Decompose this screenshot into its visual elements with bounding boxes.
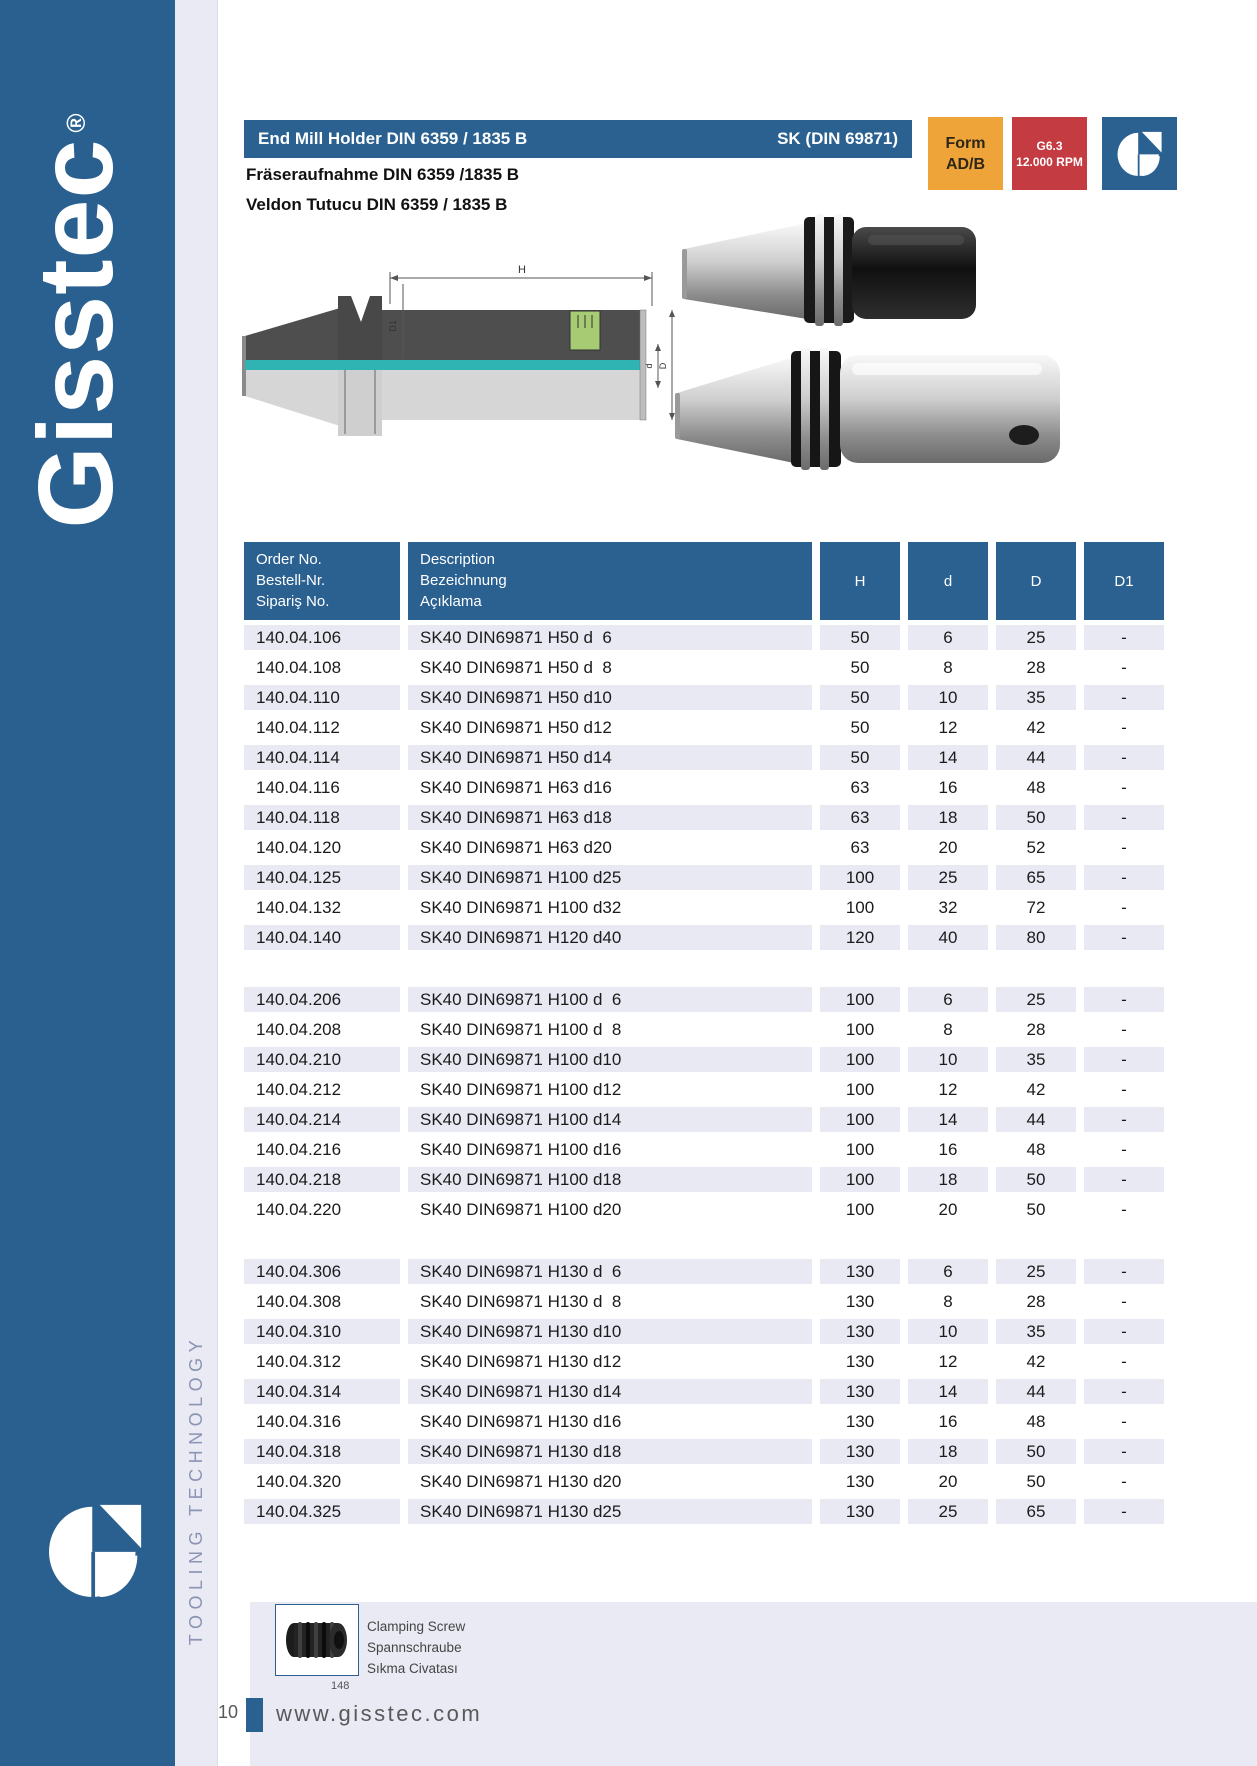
cell-d: 8: [943, 657, 953, 677]
dim-label-d: d: [644, 363, 654, 369]
cell-H: 130: [820, 1319, 900, 1344]
product-photos: [672, 205, 1072, 470]
cell-order: 140.04.318: [244, 1439, 400, 1464]
cell-description: SK40 DIN69871 H130 d14: [408, 1379, 812, 1404]
cell-H: 50: [820, 685, 900, 710]
cell-H: 130: [820, 1379, 900, 1404]
table-row: [244, 1319, 1164, 1344]
logo-badge: [1102, 117, 1177, 190]
dim-label-D: D: [658, 362, 668, 370]
table-row: [244, 1077, 1164, 1102]
balance-badge: [1012, 117, 1087, 190]
cell-description: SK40 DIN69871 H100 d12: [420, 1079, 622, 1099]
table-group-gap: [244, 1227, 1164, 1259]
table-row: [244, 1499, 1164, 1524]
cell-D1: -: [1084, 745, 1164, 770]
cell-order: 140.04.214: [244, 1107, 400, 1132]
cell-description: SK40 DIN69871 H130 d 6: [408, 1259, 812, 1284]
col-header-D1: D1: [1084, 542, 1164, 620]
cell-description: SK40 DIN69871 H100 d 8: [420, 1019, 622, 1039]
cell-D1: -: [1121, 1199, 1127, 1219]
cell-description: SK40 DIN69871 H130 d10: [408, 1319, 812, 1344]
table-row: [244, 1439, 1164, 1464]
cell-D: 25: [996, 1259, 1076, 1284]
cell-D1: -: [1121, 657, 1127, 677]
cell-D1: -: [1084, 987, 1164, 1012]
table-row: [244, 925, 1164, 950]
cell-H: 100: [820, 1107, 900, 1132]
cell-D1: -: [1121, 1471, 1127, 1491]
table-row: [244, 1349, 1164, 1374]
cell-order: 140.04.132: [256, 897, 342, 917]
cell-order: 140.04.220: [256, 1199, 342, 1219]
cell-D1: -: [1084, 1047, 1164, 1072]
cell-order: 140.04.140: [244, 925, 400, 950]
cell-d: 40: [908, 925, 988, 950]
cell-description: SK40 DIN69871 H100 d16: [420, 1139, 622, 1159]
cell-description: SK40 DIN69871 H50 d10: [408, 685, 812, 710]
table-row: [244, 715, 1164, 740]
cell-order: 140.04.316: [256, 1411, 342, 1431]
cell-description: SK40 DIN69871 H63 d16: [420, 777, 612, 797]
cell-order: 140.04.125: [244, 865, 400, 890]
col-header-d: d: [908, 542, 988, 620]
cell-order: 140.04.112: [256, 717, 340, 737]
cell-D: 44: [996, 1107, 1076, 1132]
cell-D1: -: [1084, 1319, 1164, 1344]
cell-D1: -: [1121, 1019, 1127, 1039]
cell-D: 28: [1026, 657, 1046, 677]
balance-grade: G6.3: [1036, 138, 1063, 153]
cell-D1: -: [1084, 685, 1164, 710]
cell-D: 65: [996, 865, 1076, 890]
table-row: [244, 685, 1164, 710]
cell-description: SK40 DIN69871 H130 d12: [420, 1351, 622, 1371]
table-row: [244, 1289, 1164, 1314]
cell-description: SK40 DIN69871 H50 d 6: [408, 625, 812, 650]
form-badge: [928, 117, 1003, 190]
clamping-screw-image: [275, 1604, 359, 1676]
cell-d: 12: [938, 717, 958, 737]
cell-D: 52: [1026, 837, 1046, 857]
cell-D1: -: [1121, 1351, 1127, 1371]
cell-H: 63: [820, 805, 900, 830]
cell-D1: -: [1084, 1439, 1164, 1464]
cell-order: 140.04.114: [244, 745, 400, 770]
cell-order: 140.04.110: [244, 685, 400, 710]
set-screw-icon: [282, 1614, 352, 1666]
cell-description: SK40 DIN69871 H50 d14: [408, 745, 812, 770]
table-row: [244, 1047, 1164, 1072]
cell-D: 50: [1026, 1471, 1046, 1491]
subtitle-turkish: Veldon Tutucu DIN 6359 / 1835 B: [246, 195, 508, 214]
cell-D: 25: [996, 987, 1076, 1012]
brand-emblem-icon: [48, 1503, 144, 1597]
cell-D: 42: [1026, 717, 1046, 737]
cell-description: SK40 DIN69871 H130 d18: [408, 1439, 812, 1464]
cell-description: SK40 DIN69871 H120 d40: [408, 925, 812, 950]
cell-D1: -: [1121, 897, 1127, 917]
cell-D1: -: [1121, 1411, 1127, 1431]
cell-D1: -: [1084, 1379, 1164, 1404]
cell-H: 100: [820, 987, 900, 1012]
cell-H: 130: [845, 1291, 875, 1311]
cell-H: 100: [845, 1019, 875, 1039]
cell-D1: -: [1084, 1259, 1164, 1284]
cell-d: 14: [908, 1379, 988, 1404]
cell-d: 10: [908, 685, 988, 710]
col-header-order: Order No. Bestell-Nr. Sipariş No.: [244, 542, 400, 620]
cell-H: 50: [850, 717, 870, 737]
cell-d: 25: [908, 865, 988, 890]
cell-D1: -: [1121, 717, 1127, 737]
cell-D: 48: [1026, 777, 1046, 797]
balance-rpm: 12.000 RPM: [1016, 154, 1083, 169]
dim-label-h: H: [518, 264, 526, 276]
cell-D: 48: [1026, 1411, 1046, 1431]
cell-d: 6: [908, 625, 988, 650]
cell-d: 16: [938, 1411, 958, 1431]
cell-order: 140.04.325: [244, 1499, 400, 1524]
table-row: [244, 1469, 1164, 1494]
cell-order: 140.04.218: [244, 1167, 400, 1192]
cell-order: 140.04.216: [256, 1139, 342, 1159]
cell-D: 44: [996, 745, 1076, 770]
table-row: [244, 1379, 1164, 1404]
cell-D1: -: [1084, 805, 1164, 830]
brand-emblem-small-icon: [1117, 131, 1163, 176]
cell-H: 50: [850, 657, 870, 677]
cell-description: SK40 DIN69871 H63 d20: [420, 837, 612, 857]
table-row: [244, 1197, 1164, 1222]
cell-d: 12: [938, 1079, 958, 1099]
cell-order: 140.04.320: [256, 1471, 342, 1491]
cell-H: 130: [820, 1259, 900, 1284]
cell-d: 6: [908, 987, 988, 1012]
cell-D: 42: [1026, 1351, 1046, 1371]
cell-d: 8: [943, 1291, 953, 1311]
table-row: [244, 745, 1164, 770]
cell-description: SK40 DIN69871 H50 d 8: [420, 657, 612, 677]
cell-H: 130: [845, 1471, 875, 1491]
cell-order: 140.04.306: [244, 1259, 400, 1284]
cell-H: 63: [850, 837, 870, 857]
cell-d: 16: [938, 777, 958, 797]
cell-description: SK40 DIN69871 H100 d18: [408, 1167, 812, 1192]
cell-d: 16: [938, 1139, 958, 1159]
spindle-type: SK (DIN 69871): [777, 129, 898, 148]
cell-order: 140.04.314: [244, 1379, 400, 1404]
cell-H: 130: [845, 1351, 875, 1371]
cell-D: 65: [996, 1499, 1076, 1524]
cell-H: 100: [820, 865, 900, 890]
cell-d: 10: [908, 1047, 988, 1072]
cell-D: 48: [1026, 1139, 1046, 1159]
cell-D1: -: [1084, 1167, 1164, 1192]
cell-H: 50: [820, 625, 900, 650]
cell-H: 100: [820, 1047, 900, 1072]
col-header-D: D: [996, 542, 1076, 620]
table-row: [244, 1167, 1164, 1192]
cell-d: 20: [938, 837, 958, 857]
table-row: [244, 835, 1164, 860]
cell-H: 120: [820, 925, 900, 950]
cell-D1: -: [1121, 1139, 1127, 1159]
table-row: [244, 895, 1164, 920]
product-table: [244, 542, 1164, 1529]
cell-order: 140.04.308: [256, 1291, 342, 1311]
cell-D: 28: [1026, 1291, 1046, 1311]
cell-H: 130: [845, 1411, 875, 1431]
cell-description: SK40 DIN69871 H63 d18: [408, 805, 812, 830]
cell-d: 20: [938, 1471, 958, 1491]
cell-description: SK40 DIN69871 H100 d25: [408, 865, 812, 890]
cell-D1: -: [1121, 837, 1127, 857]
table-row: [244, 1259, 1164, 1284]
accessory-caption: Clamping Screw Spannschraube Sıkma Civatası: [367, 1619, 466, 1676]
form-badge-line1: Form: [945, 134, 986, 152]
cell-H: 100: [845, 1139, 875, 1159]
cell-D1: -: [1084, 1499, 1164, 1524]
cell-D1: -: [1121, 1079, 1127, 1099]
cell-description: SK40 DIN69871 H100 d32: [420, 897, 622, 917]
cell-d: 12: [938, 1351, 958, 1371]
cell-d: 32: [938, 897, 958, 917]
table-group-gap: [244, 955, 1164, 987]
cell-order: 140.04.106: [244, 625, 400, 650]
cell-description: SK40 DIN69871 H130 d16: [420, 1411, 622, 1431]
cell-d: 18: [908, 1167, 988, 1192]
cell-D: 28: [1026, 1019, 1046, 1039]
brand-name: Gisstec: [16, 138, 135, 529]
cell-order: 140.04.108: [256, 657, 342, 677]
table-row: [244, 805, 1164, 830]
dim-label-d1: D1: [388, 320, 398, 332]
table-row: [244, 625, 1164, 650]
cell-H: 100: [845, 897, 875, 917]
cell-D: 35: [996, 1319, 1076, 1344]
table-row: [244, 987, 1164, 1012]
cell-d: 6: [908, 1259, 988, 1284]
cell-D1: -: [1084, 925, 1164, 950]
table-body: [244, 625, 1164, 1524]
cell-order: 140.04.212: [256, 1079, 342, 1099]
table-header: [244, 542, 1164, 620]
cell-description: SK40 DIN69871 H100 d10: [408, 1047, 812, 1072]
cell-d: 14: [908, 1107, 988, 1132]
cell-order: 140.04.206: [244, 987, 400, 1012]
cell-D: 44: [996, 1379, 1076, 1404]
cell-D1: -: [1084, 865, 1164, 890]
page-number: 10: [218, 1702, 239, 1722]
cell-d: 20: [938, 1199, 958, 1219]
page-title: End Mill Holder DIN 6359 / 1835 B: [258, 129, 528, 148]
cell-d: 8: [943, 1019, 953, 1039]
cell-d: 18: [908, 1439, 988, 1464]
cell-D: 35: [996, 685, 1076, 710]
cell-D1: -: [1084, 1107, 1164, 1132]
cell-d: 18: [908, 805, 988, 830]
cell-order: 140.04.116: [256, 777, 340, 797]
cell-description: SK40 DIN69871 H50 d12: [420, 717, 612, 737]
cell-d: 14: [908, 745, 988, 770]
subtitle-german: Fräseraufnahme DIN 6359 /1835 B: [246, 165, 520, 184]
cell-order: 140.04.208: [256, 1019, 342, 1039]
title-bar: [244, 120, 912, 158]
cell-description: SK40 DIN69871 H130 d 8: [420, 1291, 622, 1311]
table-row: [244, 1107, 1164, 1132]
cell-H: 63: [850, 777, 870, 797]
cell-H: 50: [820, 745, 900, 770]
cell-D1: -: [1121, 1291, 1127, 1311]
cell-description: SK40 DIN69871 H100 d20: [420, 1199, 622, 1219]
brand-logo-text: [0, 63, 152, 578]
cell-H: 100: [845, 1199, 875, 1219]
table-row: [244, 655, 1164, 680]
technical-drawing: [240, 248, 680, 448]
cell-description: SK40 DIN69871 H130 d20: [420, 1471, 622, 1491]
cell-D: 72: [1026, 897, 1046, 917]
table-row: [244, 865, 1164, 890]
website-url: www.gisstec.com: [276, 1701, 483, 1726]
cell-description: SK40 DIN69871 H100 d 6: [408, 987, 812, 1012]
col-header-description: Description Bezeichnung Açıklama: [408, 542, 812, 620]
footer-accent-square: [246, 1698, 263, 1732]
cell-H: 130: [820, 1499, 900, 1524]
cell-D: 42: [1026, 1079, 1046, 1099]
table-row: [244, 1409, 1164, 1434]
cell-D: 50: [996, 805, 1076, 830]
cell-order: 140.04.210: [244, 1047, 400, 1072]
cell-H: 100: [820, 1167, 900, 1192]
registered-mark: ®: [60, 112, 91, 133]
cell-H: 100: [845, 1079, 875, 1099]
brand-tagline: TOOLING TECHNOLOGY: [186, 1334, 206, 1646]
table-row: [244, 1017, 1164, 1042]
cell-order: 140.04.118: [244, 805, 400, 830]
cell-d: 10: [908, 1319, 988, 1344]
cell-D1: -: [1084, 625, 1164, 650]
form-badge-line2: AD/B: [945, 155, 986, 173]
cell-D: 50: [996, 1167, 1076, 1192]
accessory-ref: 148: [331, 1680, 350, 1692]
cell-order: 140.04.312: [256, 1351, 342, 1371]
cell-H: 130: [820, 1439, 900, 1464]
cell-D: 35: [996, 1047, 1076, 1072]
table-row: [244, 775, 1164, 800]
cell-description: SK40 DIN69871 H130 d25: [408, 1499, 812, 1524]
cell-order: 140.04.310: [244, 1319, 400, 1344]
cell-D: 50: [1026, 1199, 1046, 1219]
table-row: [244, 1137, 1164, 1162]
col-header-H: H: [820, 542, 900, 620]
cell-description: SK40 DIN69871 H100 d14: [408, 1107, 812, 1132]
cell-d: 25: [908, 1499, 988, 1524]
cell-D: 80: [996, 925, 1076, 950]
cell-D: 50: [996, 1439, 1076, 1464]
cell-order: 140.04.120: [256, 837, 342, 857]
cell-D: 25: [996, 625, 1076, 650]
cell-D1: -: [1121, 777, 1127, 797]
